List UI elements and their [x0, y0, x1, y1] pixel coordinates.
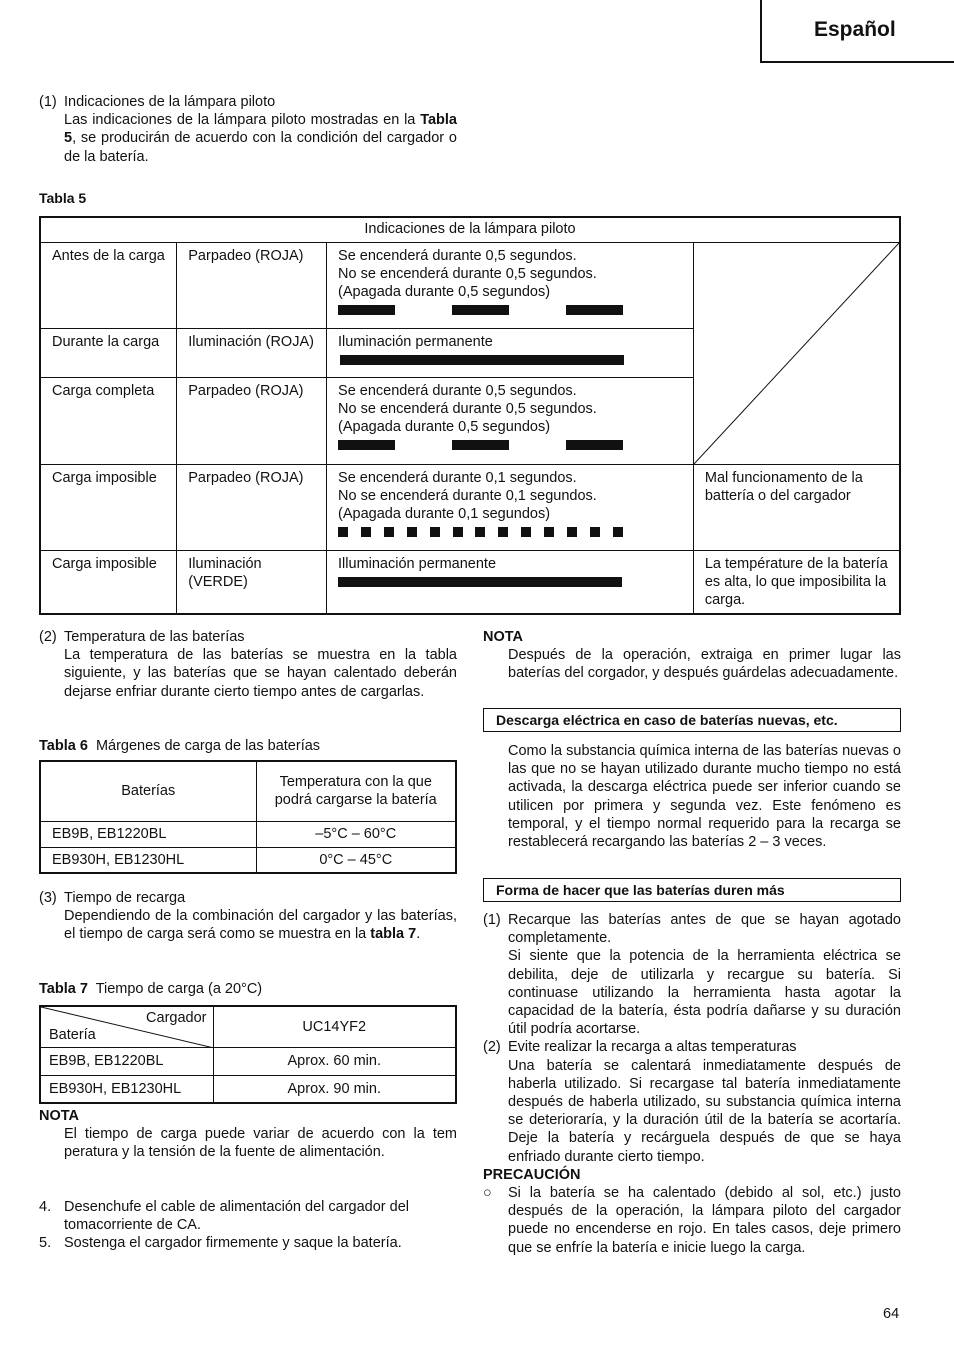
desc-cell: Se encenderá durante 0,1 segundos. No se encenderá durante 0,1 segundos. (Apagada durante 0,1 segundos) [327, 464, 694, 550]
list-item: (1) Recarque las baterías antes de que se hayan agotado completamente. Si siente que la potencia de la herramienta eléctrica se debilita, deje de utilizarla y recargue su batería. Si continuase utilizando la herramienta hasta agotar la capacidad de la batería, ésta podría dañarse y su duración útil podría acortarse. [483, 912, 901, 1038]
note-cell: La température de la batería es alta, lo que imposibilita la carga. [693, 550, 900, 614]
section-title: Temperatura de las baterías [64, 629, 245, 645]
section-title: Indicaciones de la lámpara piloto [64, 94, 276, 110]
section-body: Dependiendo de la combinación del cargador y las baterías, el tiempo de carga será como se muestra en la tabla 7. [64, 908, 457, 943]
state-cell: Carga imposible [40, 464, 177, 550]
table-row [40, 550, 900, 614]
table-row [40, 242, 900, 328]
blink-pattern-slow [338, 305, 682, 321]
blink-square [384, 527, 394, 537]
note-body: Después de la operación, extraiga en primer lugar las baterías del corgador, y después guárdelas adecuadamente. [508, 647, 901, 682]
table-row: EB9B, EB1220BL –5°C – 60°C [40, 821, 456, 847]
empty-diagonal-cell [693, 242, 900, 464]
section-number: (3) [39, 890, 57, 906]
heading-battery-life: Forma de hacer que las baterías duren más [483, 878, 901, 902]
column-header: Baterías [40, 761, 256, 821]
state-cell: Carga imposible [40, 550, 177, 614]
section-number: (2) [39, 629, 57, 645]
note-charging-time [39, 1107, 457, 1162]
language-label: Español [814, 18, 896, 41]
blink-pattern-slow [338, 440, 682, 456]
blink-square [453, 527, 463, 537]
note-title: NOTA [483, 629, 524, 645]
blink-pattern-fast [338, 527, 682, 543]
state-cell: Antes de la carga [40, 242, 177, 328]
table7-caption: Tabla 7 Tiempo de carga (a 20°C) [39, 981, 263, 997]
note-storage [483, 628, 901, 683]
table-row: EB930H, EB1230HL 0°C – 45°C [40, 847, 456, 873]
note-body: El tiempo de carga puede variar de acuerdo con la tem peratura y la tensión de la fuente de alimentación. [64, 1126, 457, 1161]
section-battery-temperature [39, 628, 457, 701]
section-body: La temperatura de las baterías se muestra en la tabla siguiente, y las baterías que se hayan calentado deberán dejarse enfriar durante cierto tiempo antes de cargarlas. [64, 647, 457, 700]
desc-cell: Se encenderá durante 0,5 segundos. No se encenderá durante 0,5 segundos. (Apagada durante 0,5 segundos) [327, 242, 694, 328]
bullet-circle-icon: ○ [483, 1185, 492, 1202]
table-row: EB9B, EB1220BL Aprox. 60 min. [40, 1047, 456, 1075]
blink-square [361, 527, 371, 537]
table5-header: Indicaciones de la lámpara piloto [40, 217, 900, 242]
table-row: EB930H, EB1230HL Aprox. 90 min. [40, 1075, 456, 1103]
battery-life-list [483, 911, 901, 1257]
column-header: Temperatura con la que podrá cargarse la batería [256, 761, 456, 821]
list-item: 4. Desenchufe el cable de alimentación del cargador del tomacorriente de CA. [39, 1199, 409, 1234]
charger-model: UC14YF2 [213, 1006, 456, 1047]
blink-square [613, 527, 623, 537]
mode-cell: Iluminación (VERDE) [177, 550, 327, 614]
language-tab [760, 0, 954, 63]
blink-square [338, 527, 348, 537]
mode-cell: Parpadeo (ROJA) [177, 242, 327, 328]
state-cell: Durante la carga [40, 328, 177, 377]
table6 [39, 760, 457, 874]
table7 [39, 1005, 457, 1104]
blink-square [590, 527, 600, 537]
table6-caption: Tabla 6 Márgenes de carga de las baterías [39, 738, 321, 754]
blink-square [475, 527, 485, 537]
solid-pattern [338, 577, 682, 593]
new-battery-discharge-body: Como la substancia química interna de las baterías nuevas o las que no se hayan utilizado durante mucho tiempo no está activada, la descarga eléctrica puede ser inferior cuando se utilicen por primera y segunda vez. Este fenómeno es temporal, y el tiempo normal requerido para la recarga se restablecerá recargando las baterías 2 – 3 veces. [508, 743, 901, 851]
table-row [40, 464, 900, 550]
section-charging-time [39, 889, 457, 944]
table5 [39, 216, 901, 615]
mode-cell: Parpadeo (ROJA) [177, 377, 327, 464]
blink-square [544, 527, 554, 537]
section-body: Las indicaciones de la lámpara piloto mostradas en la Tabla 5, se producirán de acuerdo con la condición del cargador o de la batería. [64, 112, 457, 165]
section-title: Tiempo de recarga [64, 890, 186, 906]
mode-cell: Parpadeo (ROJA) [177, 464, 327, 550]
caution-item: ○ Si la batería se ha calentado (debido al sol, etc.) justo después de la operación, la lámpara piloto del cargador puede no encenderse en rojo. En tales casos, deje primero que se enfríe la batería e inicie luego la carga. [483, 1185, 901, 1256]
note-title: NOTA [39, 1108, 80, 1124]
table5-caption: Tabla 5 [39, 190, 87, 206]
diagonal-line [694, 243, 899, 464]
desc-cell: Se encenderá durante 0,5 segundos. No se encenderá durante 0,5 segundos. (Apagada durante 0,5 segundos) [327, 377, 694, 464]
blink-square [521, 527, 531, 537]
mode-cell: Iluminación (ROJA) [177, 328, 327, 377]
steps-list [39, 1198, 457, 1253]
note-cell: Mal funcionamento de la battería o del cargador [693, 464, 900, 550]
desc-cell: Illuminación permanente [327, 550, 694, 614]
heading-new-battery-discharge: Descarga eléctrica en caso de baterías nuevas, etc. [483, 708, 901, 732]
desc-cell: Iluminación permanente [327, 328, 694, 377]
corner-cell: Cargador Batería [40, 1006, 213, 1047]
list-item: (2) Evite realizar la recarga a altas temperaturas Una batería se calentará inmediatamente después de haberla utilizado. Si recargase tal batería inmediatamente después de haberla utilizado, su substancia química interna se deterioraría, y la duración útil de la batería se acortaría. Deje la batería y recárguela después de que se haya enfriado durante cierto tiempo. [483, 1039, 901, 1165]
blink-square [430, 527, 440, 537]
blink-square [498, 527, 508, 537]
solid-pattern [338, 355, 682, 371]
section-number: (1) [39, 94, 57, 110]
page-number: 64 [883, 1306, 900, 1322]
blink-square [567, 527, 577, 537]
blink-square [407, 527, 417, 537]
caution-title: PRECAUCIÓN [483, 1166, 581, 1183]
section-lamp-indications [39, 93, 457, 166]
state-cell: Carga completa [40, 377, 177, 464]
list-item: 5. Sostenga el cargador firmemente y saque la batería. [39, 1235, 402, 1252]
